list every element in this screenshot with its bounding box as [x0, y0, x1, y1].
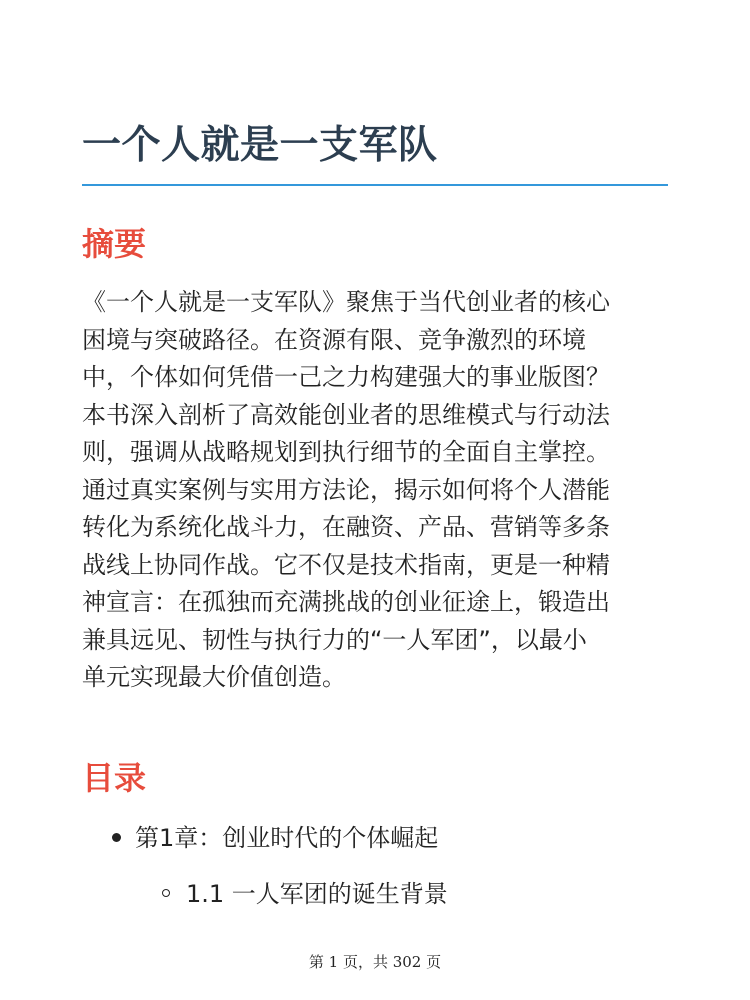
- toc-section-label: 1.1 一人军团的诞生背景: [186, 880, 448, 908]
- toc-heading: 目录: [82, 759, 147, 797]
- page-title: 一个人就是一支军队: [82, 123, 438, 168]
- toc-chapter-item[interactable]: [112, 818, 438, 853]
- abstract-line: 中，个体如何凭借一己之力构建强大的事业版图？: [82, 363, 610, 391]
- abstract-line: 本书深入剖析了高效能创业者的思维模式与行动法: [82, 400, 610, 429]
- bullet-disc-icon: [112, 833, 121, 842]
- abstract-line: 转化为系统化战斗力，在融资、产品、营销等多条: [82, 513, 610, 541]
- abstract-line: 神宣言：在孤独而充满挑战的创业征途上，锻造出: [82, 588, 610, 616]
- toc-section-item[interactable]: [162, 874, 448, 909]
- abstract-line: 《一个人就是一支军队》聚焦于当代创业者的核心: [82, 288, 610, 316]
- abstract-paragraph: [82, 284, 674, 697]
- page-number-footer: 第 1 页，共 302 页: [308, 953, 442, 971]
- abstract-line: 战线上协同作战。它不仅是技术指南，更是一种精: [82, 550, 610, 579]
- bullet-circle-icon: [162, 889, 170, 897]
- toc-chapter-label: 第1章：创业时代的个体崛起: [135, 824, 439, 852]
- abstract-line: 单元实现最大价值创造。: [82, 663, 346, 691]
- abstract-line: 通过真实案例与实用方法论，揭示如何将个人潜能: [82, 475, 610, 504]
- abstract-line: 则，强调从战略规划到执行细节的全面自主掌控。: [82, 438, 610, 466]
- abstract-line: 兼具远见、韧性与执行力的“一人军团”，以最小: [82, 625, 587, 654]
- abstract-line: 困境与突破路径。在资源有限、竞争激烈的环境: [82, 325, 586, 354]
- abstract-heading: 摘要: [82, 225, 147, 263]
- title-divider: [82, 184, 668, 186]
